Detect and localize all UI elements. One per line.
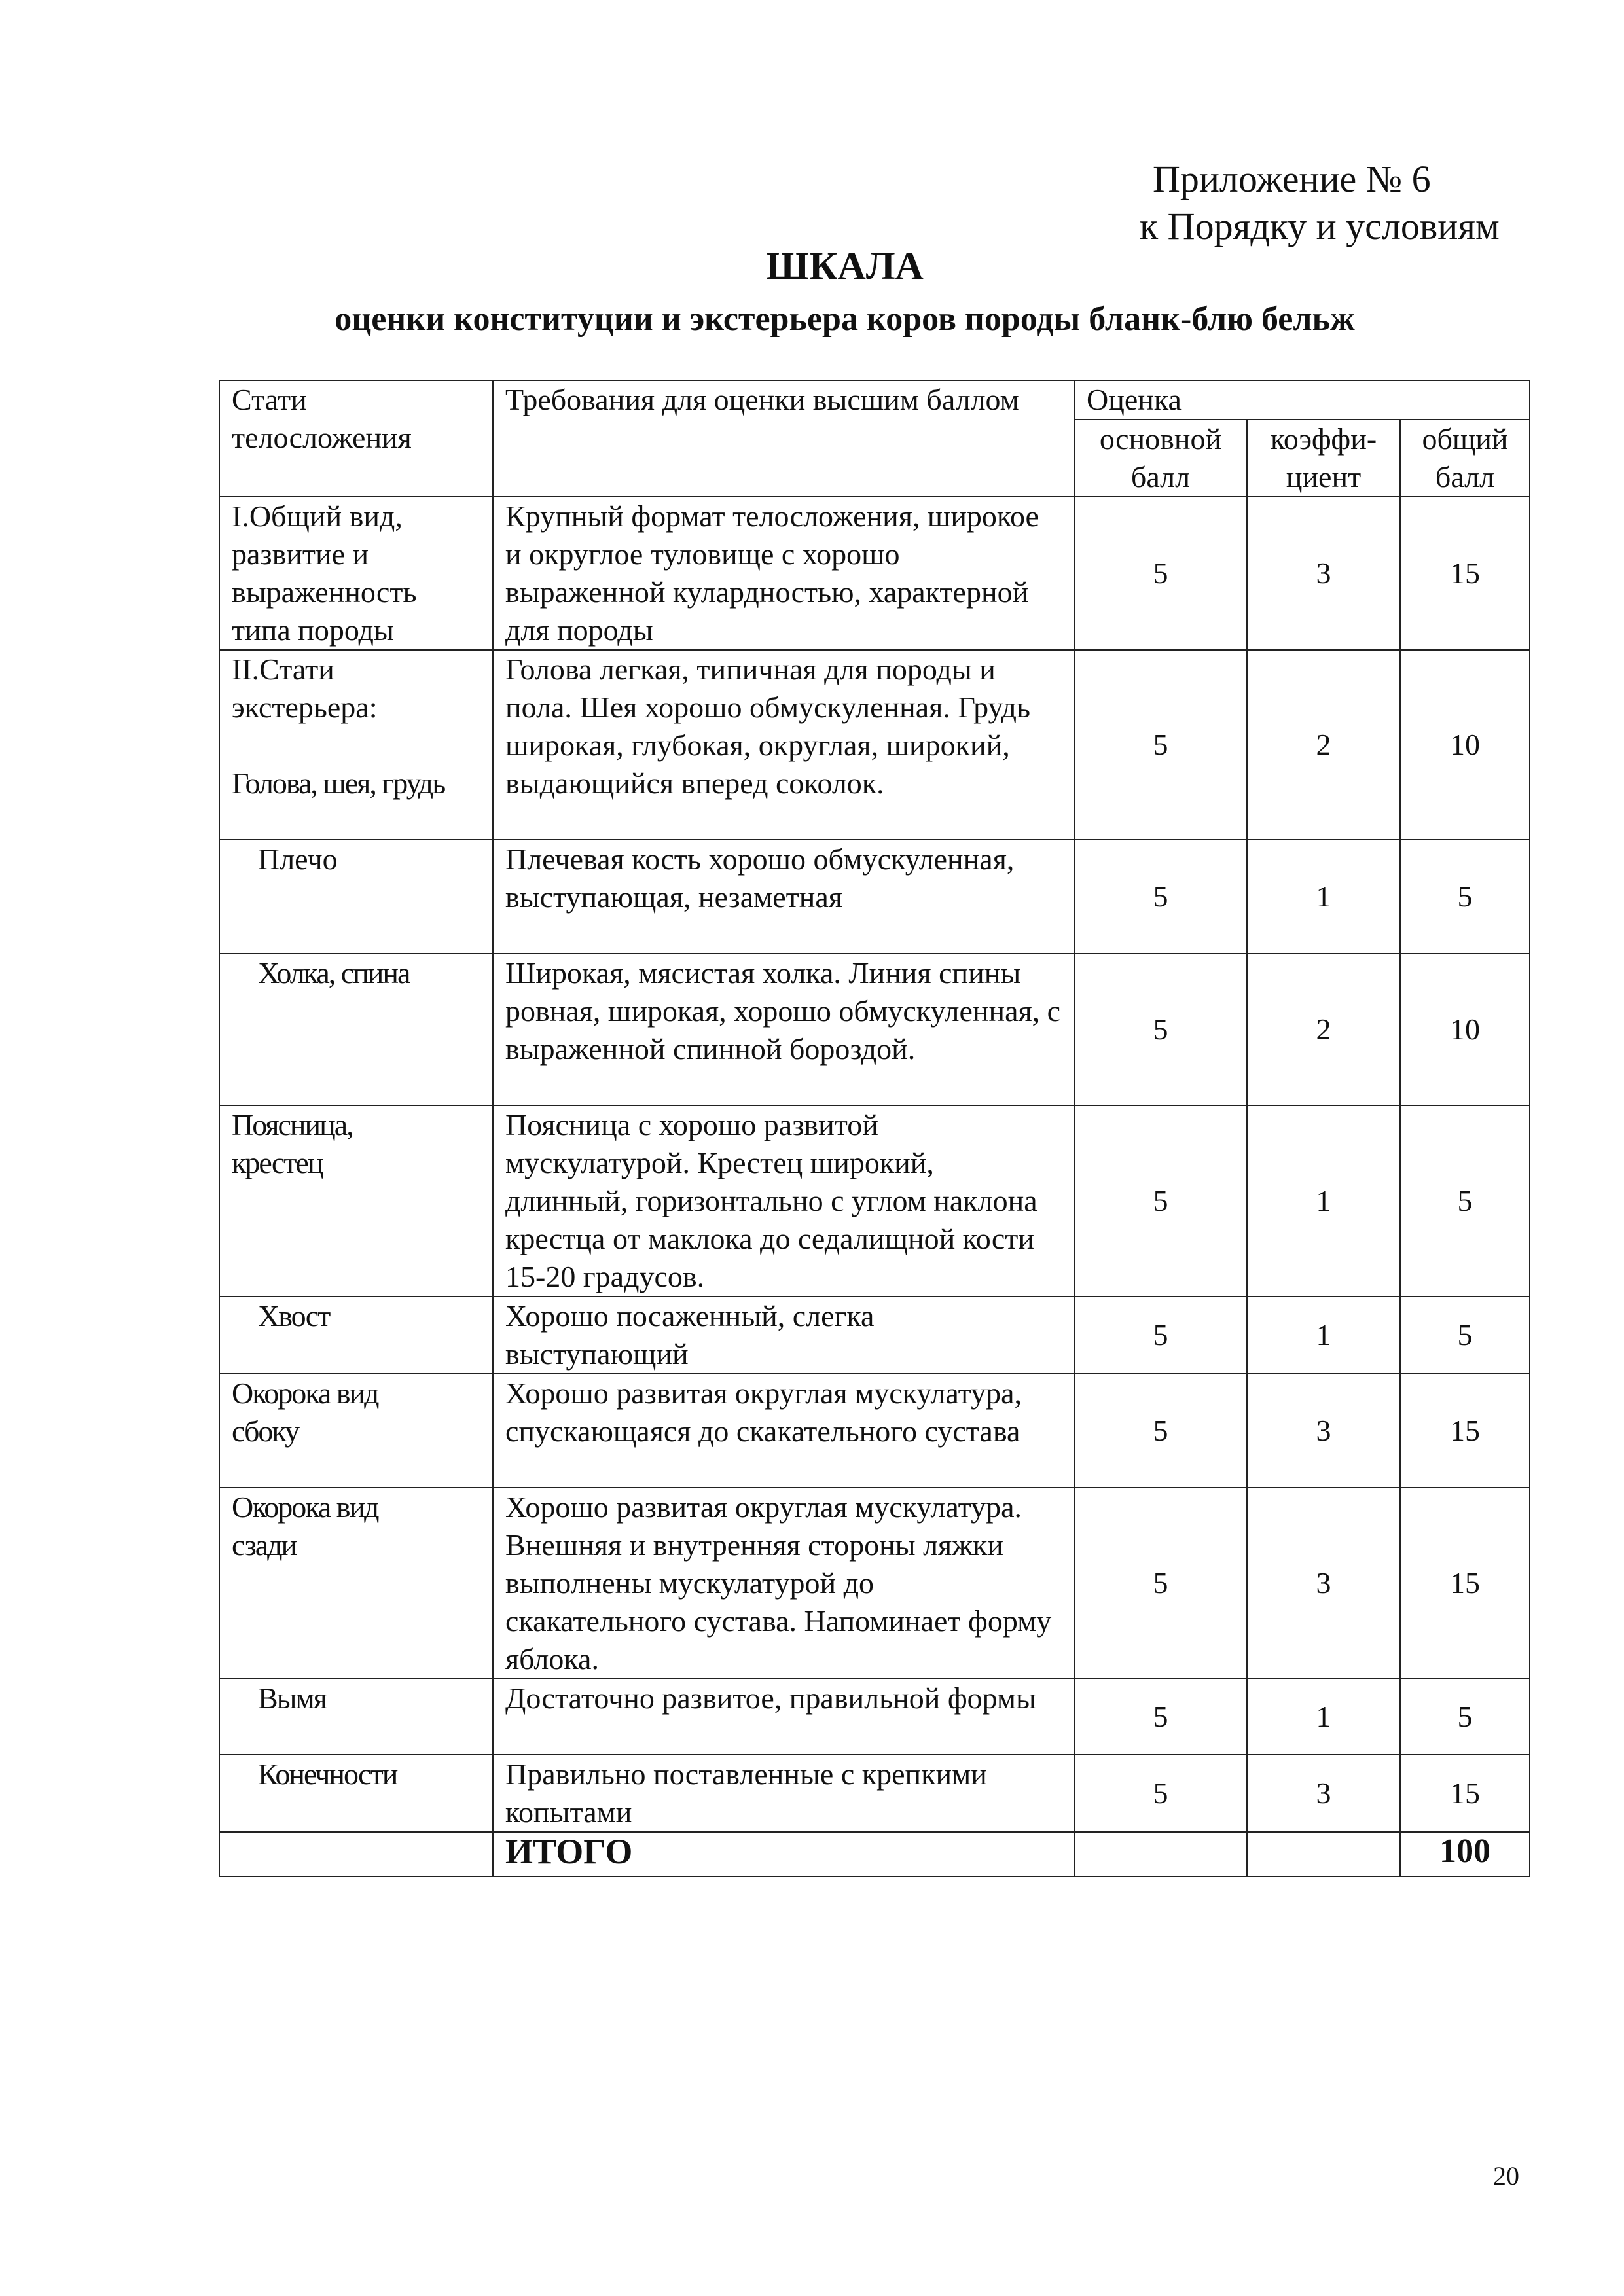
appendix-number: Приложение № 6 xyxy=(1153,158,1431,200)
header-ocenka: Оценка xyxy=(1074,380,1530,420)
row-requirements: Поясница с хорошо развитой мускулатурой. Крестец широкий, длинный, горизонтально с углом наклона крестца от маклока до седалищной кости 15-20 градусов. xyxy=(493,1105,1074,1297)
table-row xyxy=(219,1755,1530,1832)
row-base: 5 xyxy=(1074,497,1247,650)
row-total: 5 xyxy=(1400,840,1530,954)
evaluation-table xyxy=(219,380,1530,1877)
row-total: 5 xyxy=(1400,1297,1530,1374)
row-stati xyxy=(219,650,493,840)
row-base: 5 xyxy=(1074,1374,1247,1488)
table-row xyxy=(219,1105,1530,1297)
row-requirements: Крупный формат телосложения, широкое и округлое туловище с хорошо выраженной кулардностью, характерной для породы xyxy=(493,497,1074,650)
title-subtitle: оценки конституции и экстерьера коров породы бланк-блю бельж xyxy=(334,300,1355,338)
row-stati: Вымя xyxy=(219,1679,493,1755)
summary-empty xyxy=(219,1832,493,1876)
row-base: 5 xyxy=(1074,1755,1247,1832)
row-base: 5 xyxy=(1074,1105,1247,1297)
row-total: 5 xyxy=(1400,1679,1530,1755)
row-total: 15 xyxy=(1400,1374,1530,1488)
row-requirements: Достаточно развитое, правильной формы xyxy=(493,1679,1074,1755)
header-requirements: Требования для оценки высшим баллом xyxy=(493,380,1074,497)
row-base: 5 xyxy=(1074,1297,1247,1374)
header-base-score: основной балл xyxy=(1074,420,1247,497)
document-title xyxy=(0,242,1624,343)
summary-empty xyxy=(1074,1832,1247,1876)
table-row xyxy=(219,1297,1530,1374)
appendix-heading xyxy=(1140,156,1506,250)
row-coef: 3 xyxy=(1247,1755,1400,1832)
row-coef: 2 xyxy=(1247,650,1400,840)
row-base: 5 xyxy=(1074,1488,1247,1679)
row-base: 5 xyxy=(1074,954,1247,1105)
summary-empty xyxy=(1247,1832,1400,1876)
header-coefficient: коэффи-циент xyxy=(1247,420,1400,497)
table-row xyxy=(219,954,1530,1105)
row-coef: 1 xyxy=(1247,1679,1400,1755)
row-total: 15 xyxy=(1400,1755,1530,1832)
row-coef: 1 xyxy=(1247,1105,1400,1297)
row-requirements: Хорошо посаженный, слегка выступающий xyxy=(493,1297,1074,1374)
row-requirements: Правильно поставленные с крепкими копытами xyxy=(493,1755,1074,1832)
row-stati: Поясница, крестец xyxy=(219,1105,493,1297)
row-total: 10 xyxy=(1400,650,1530,840)
table-row xyxy=(219,497,1530,650)
row-coef: 2 xyxy=(1247,954,1400,1105)
row-stati-sub: Голова, шея, грудь xyxy=(232,766,445,800)
summary-value: 100 xyxy=(1400,1832,1530,1876)
row-stati: Плечо xyxy=(219,840,493,954)
row-stati: Окорока вид сзади xyxy=(219,1488,493,1679)
header-row xyxy=(219,380,1530,420)
row-coef: 3 xyxy=(1247,497,1400,650)
appendix-reference: к Порядку и условиям xyxy=(1140,205,1500,247)
row-total: 10 xyxy=(1400,954,1530,1105)
header-total-score: общий балл xyxy=(1400,420,1530,497)
row-requirements: Хорошо развитая округлая мускулатура, спускающаяся до скакательного сустава xyxy=(493,1374,1074,1488)
row-total: 15 xyxy=(1400,497,1530,650)
table-row xyxy=(219,650,1530,840)
row-total: 15 xyxy=(1400,1488,1530,1679)
row-requirements: Голова легкая, типичная для породы и пола. Шея хорошо обмускуленная. Грудь широкая, глубокая, округлая, широкий, выдающийся вперед соколок. xyxy=(493,650,1074,840)
title-main: ШКАЛА xyxy=(766,244,924,287)
table-row xyxy=(219,1679,1530,1755)
table-row xyxy=(219,840,1530,954)
row-stati: I.Общий вид, развитие и выраженность типа породы xyxy=(219,497,493,650)
row-requirements: Широкая, мясистая холка. Линия спины ровная, широкая, хорошо обмускуленная, с выраженной спинной бороздой. xyxy=(493,954,1074,1105)
row-base: 5 xyxy=(1074,840,1247,954)
summary-label: ИТОГО xyxy=(493,1832,1074,1876)
summary-row xyxy=(219,1832,1530,1876)
page-number: 20 xyxy=(1493,2161,1519,2191)
row-stati: Конечности xyxy=(219,1755,493,1832)
row-coef: 1 xyxy=(1247,1297,1400,1374)
row-coef: 3 xyxy=(1247,1374,1400,1488)
row-base: 5 xyxy=(1074,1679,1247,1755)
row-requirements: Плечевая кость хорошо обмускуленная, выступающая, незаметная xyxy=(493,840,1074,954)
row-coef: 1 xyxy=(1247,840,1400,954)
table-row xyxy=(219,1374,1530,1488)
row-base: 5 xyxy=(1074,650,1247,840)
row-stati-section: II.Стати экстерьера: xyxy=(232,653,378,724)
row-requirements: Хорошо развитая округлая мускулатура. Внешняя и внутренняя стороны ляжки выполнены мускулатурой до скакательного сустава. Напоминает форму яблока. xyxy=(493,1488,1074,1679)
row-stati: Хвост xyxy=(219,1297,493,1374)
row-total: 5 xyxy=(1400,1105,1530,1297)
header-stati: Стати телосложения xyxy=(219,380,493,497)
row-coef: 3 xyxy=(1247,1488,1400,1679)
row-stati: Холка, спина xyxy=(219,954,493,1105)
row-stati: Окорока вид сбоку xyxy=(219,1374,493,1488)
table-row xyxy=(219,1488,1530,1679)
